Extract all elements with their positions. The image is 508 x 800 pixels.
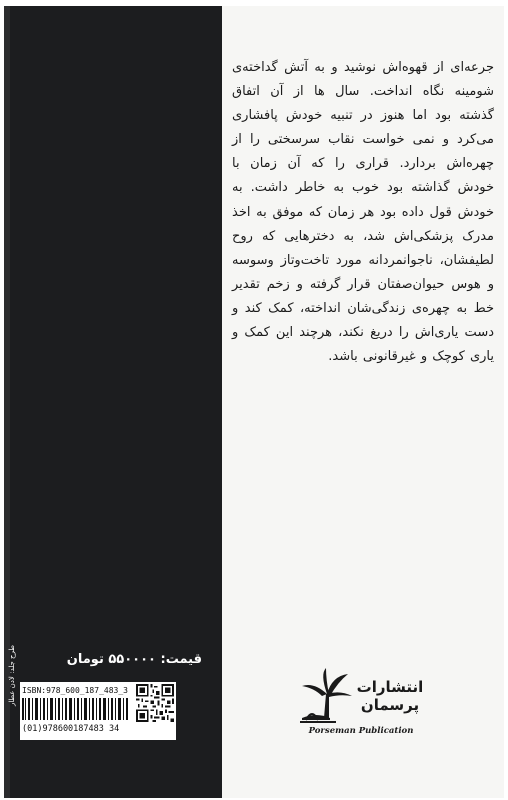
cover-design-credit: طرح جلد: لادن عطار [8, 645, 16, 706]
book-back-cover [4, 6, 504, 798]
barcode-icon [22, 698, 130, 720]
isbn-barcode-block [20, 682, 176, 740]
isbn-number: ISBN:978_600_187_483_3 [22, 686, 128, 695]
publisher-name-persian: انتشارات پرسمان [356, 678, 424, 714]
blurb-paragraph: جرعه‌ای از قهوه‌اش نوشید و به آتش گداخته‌ی شومینه نگاه انداخت. سال ها از آن اتفاق گذشته بود اما هنوز در تنبیه خودش پافشاری می‌کرد و نمی خواست نقاب سرسختی را از چهره‌اش بردارد. قراری را که آن زمان با خودش گذاشته بود خوب به خاطر داشت. به خودش قول داده بود هر زمان که موفق به اخذ مدرک پزشکی‌اش شد، به دخترهایی که روح لطیفشان، ناجوانمردانه مورد تاخت‌وتاز وسوسه و هوس حیوان‌صفتان قرار گرفته و زخم تقدیر خط به چهره‌ی زندگی‌شان انداخته، کمک کند و دست یاری‌اش را دریغ نکند، هرچند این کمک و یاری کوچک و غیرقانونی باشد. [232, 60, 494, 365]
publisher-name-english: Porseman Publication [308, 726, 414, 736]
dark-panel [4, 6, 222, 798]
back-cover-blurb [232, 56, 494, 369]
price-label: قیمت: ۵۵۰۰۰۰ تومان [66, 652, 202, 667]
barcode-number: (01)978600187483 34 [22, 724, 120, 734]
palm-tree-logo-icon [296, 668, 358, 726]
qr-code-icon [136, 684, 174, 722]
publisher-logo [296, 668, 426, 748]
